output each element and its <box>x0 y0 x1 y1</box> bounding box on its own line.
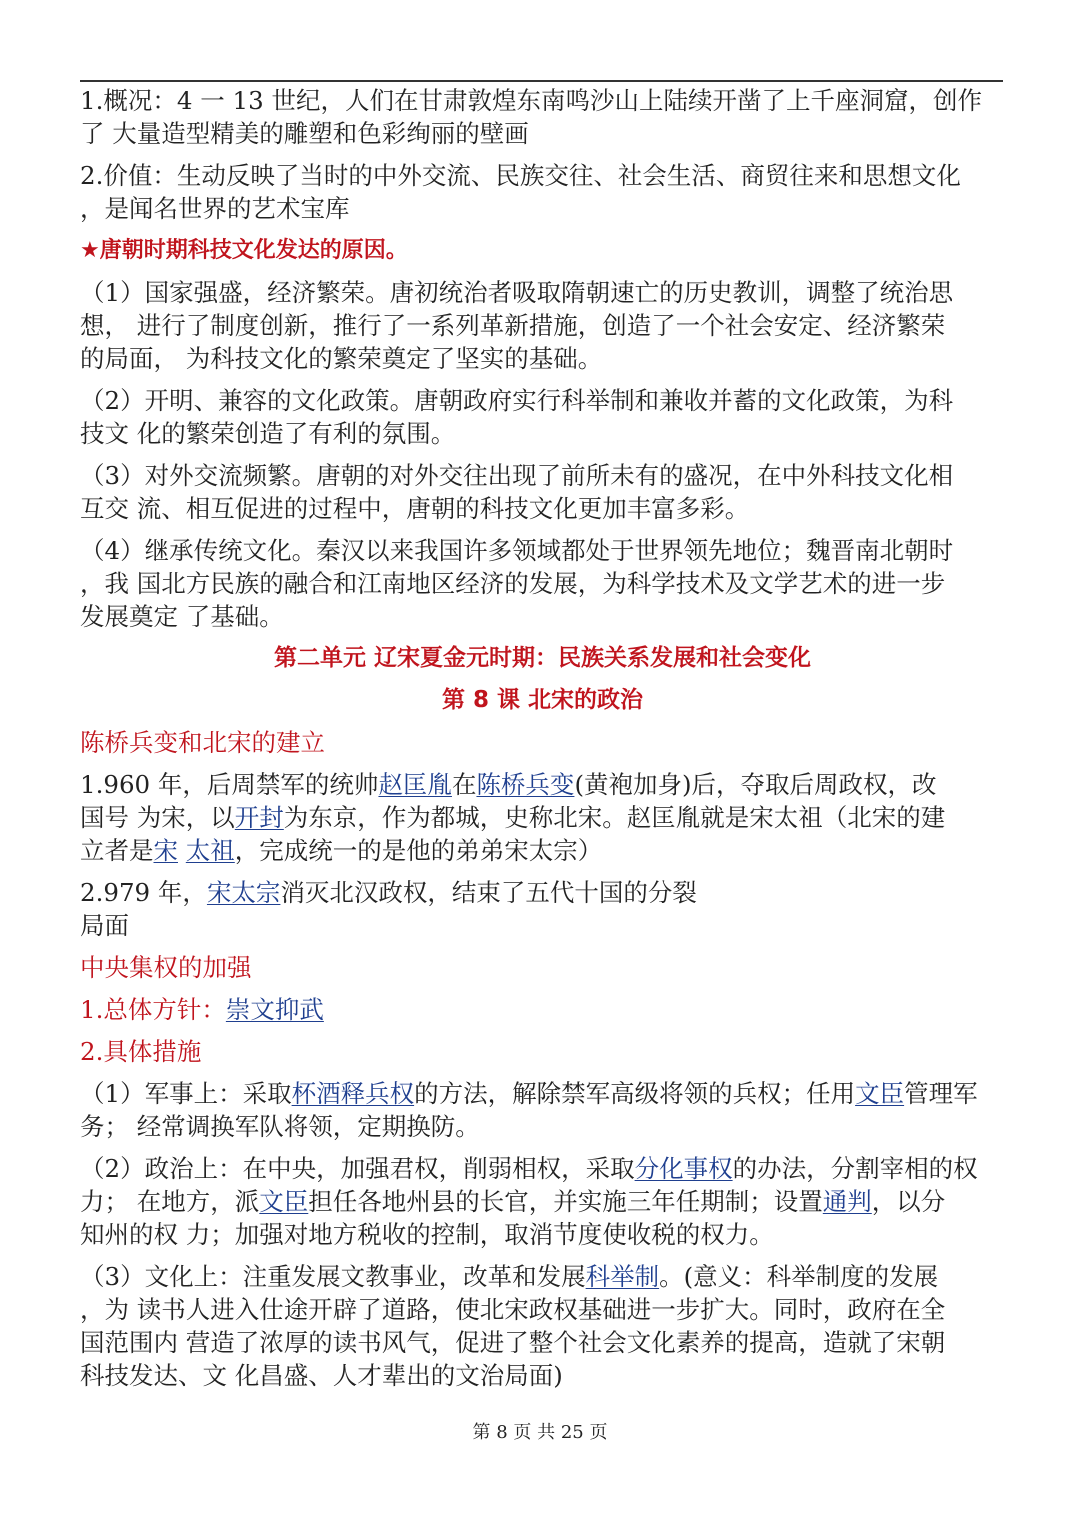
overview-line-1: 1.概况：4 一 13 世纪，人们在甘肃敦煌东南鸣沙山上陆续开凿了上千座洞窟，创作 <box>80 86 982 115</box>
page-number: 第 8 页 共 25 页 <box>472 1422 608 1443</box>
reason-2-line-1: （2）开明、兼容的文化政策。唐朝政府实行科举制和兼收并蓄的文化政策，为科 <box>80 386 954 415</box>
text-run: 的方法，解除禁军高级将领的兵权；任用 <box>414 1079 856 1108</box>
keyword-tongpan: 通判 <box>822 1187 872 1216</box>
lesson-title: 第 8 课 北宋的政治 <box>441 687 644 713</box>
text-run: （3）文化上：注重发展文教事业，改革和发展 <box>80 1262 586 1291</box>
chenqiao-p1-line-1 <box>80 768 1005 801</box>
measure-3-line-1 <box>80 1260 1005 1293</box>
chenqiao-p2-line-1 <box>80 876 1005 909</box>
text-run: （1）军事上：采取 <box>80 1079 292 1108</box>
chenqiao-p2-line-2: 局面 <box>80 911 129 940</box>
chenqiao-p1-line-3 <box>80 834 1005 867</box>
measure-3-line-3: 国范围内 营造了浓厚的读书风气，促进了整个社会文化素养的提高，造就了宋朝 <box>80 1328 946 1357</box>
text-run: 2.979 年， <box>80 878 207 907</box>
reason-4-line-2: ，我 国北方民族的融合和江南地区经济的发展，为科学技术及文学艺术的进一步 <box>80 569 946 598</box>
page-content <box>80 84 1005 1392</box>
measures-label: 2.具体措施 <box>80 1037 202 1066</box>
policy-label: 1.总体方针： <box>80 995 226 1024</box>
reason-1-line-1: （1）国家强盛，经济繁荣。唐初统治者吸取隋朝速亡的历史教训，调整了统治思 <box>80 278 954 307</box>
text-run: ，完成统一的是他的弟弟宋太宗） <box>234 836 603 865</box>
overall-policy <box>80 993 1005 1026</box>
keyword-keju: 科举制 <box>585 1262 660 1291</box>
text-run: 。(意义：科举制度的发展 <box>659 1262 939 1291</box>
reason-4-line-1: （4）继承传统文化。秦汉以来我国许多领域都处于世界领先地位；魏晋南北朝时 <box>80 536 954 565</box>
measure-2-line-1 <box>80 1152 1005 1185</box>
value-line-2: ，是闻名世界的艺术宝库 <box>80 194 350 223</box>
text-run: 立者是 <box>80 836 154 865</box>
text-run: （2）政治上：在中央，加强君权，削弱相权，采取 <box>80 1154 635 1183</box>
reason-4-line-3: 发展奠定 了基础。 <box>80 602 284 631</box>
unit-title: 第二单元 辽宋夏金元时期：民族关系发展和社会变化 <box>273 645 811 671</box>
keyword-kaifeng: 开封 <box>234 803 284 832</box>
measure-2-line-3: 知州的权 力；加强对地方税收的控制，取消节度使收税的权力。 <box>80 1220 774 1249</box>
keyword-zhao-kuangyin: 赵匡胤 <box>378 770 452 799</box>
keyword-song: 宋 <box>153 836 178 865</box>
keyword-fenhua: 分化事权 <box>634 1154 733 1183</box>
keyword-beijiu: 杯酒释兵权 <box>291 1079 415 1108</box>
text-run: 的办法，分割宰相的权 <box>732 1154 978 1183</box>
tang-reasons-heading: ★唐朝时期科技文化发达的原因。 <box>80 238 408 263</box>
text-run: 力； 在地方，派 <box>80 1187 260 1216</box>
chenqiao-p1-line-2 <box>80 801 1005 834</box>
reason-3-line-2: 互交 流、相互促进的过程中，唐朝的科技文化更加丰富多彩。 <box>80 494 750 523</box>
keyword-taizu: 太祖 <box>185 836 235 865</box>
keyword-wenchen: 文臣 <box>855 1079 905 1108</box>
header-rule <box>80 80 1003 82</box>
value-line-1: 2.价值：生动反映了当时的中外交流、民族交往、社会生活、商贸往来和思想文化 <box>80 161 961 190</box>
measure-3-line-2: ，为 读书人进入仕途开辟了道路，使北宋政权基础进一步扩大。同时，政府在全 <box>80 1295 946 1324</box>
reason-1-line-2: 想， 进行了制度创新，推行了一系列革新措施，创造了一个社会安定、经济繁荣 <box>80 311 946 340</box>
text-run: ，以分 <box>871 1187 946 1216</box>
text-run: 在 <box>451 770 477 799</box>
overview-line-2: 了 大量造型精美的雕塑和色彩绚丽的壁画 <box>80 119 529 148</box>
measure-1-line-2: 务； 经常调换军队将领，定期换防。 <box>80 1112 480 1141</box>
text-run: 管理军 <box>904 1079 978 1108</box>
text-run: 消灭北汉政权，结束了五代十国的分裂 <box>280 878 697 907</box>
text-run: 为东京，作为都城，史称北宋。赵匡胤就是宋太祖（北宋的建 <box>283 803 946 832</box>
chenqiao-heading: 陈桥兵变和北宋的建立 <box>80 728 325 757</box>
keyword-policy: 崇文抑武 <box>225 995 324 1024</box>
keyword-wenchen: 文臣 <box>259 1187 309 1216</box>
centralization-heading: 中央集权的加强 <box>80 953 252 982</box>
keyword-song-taizong: 宋太宗 <box>206 878 281 907</box>
measure-2-line-2 <box>80 1185 1005 1218</box>
text-run: 担任各地州县的长官，并实施三年任期制；设置 <box>308 1187 823 1216</box>
reason-2-line-2: 技文 化的繁荣创造了有利的氛围。 <box>80 419 456 448</box>
text-run: (黄袍加身)后，夺取后周政权，改 <box>574 770 937 799</box>
reason-1-line-3: 的局面， 为科技文化的繁荣奠定了坚实的基础。 <box>80 344 603 373</box>
measure-3-line-4: 科技发达、文 化昌盛、人才辈出的文治局面) <box>80 1361 563 1390</box>
reason-3-line-1: （3）对外交流频繁。唐朝的对外交往出现了前所未有的盛况，在中外科技文化相 <box>80 461 954 490</box>
measure-1-line-1 <box>80 1077 1005 1110</box>
keyword-chenqiao-mutiny: 陈桥兵变 <box>476 770 575 799</box>
text-run: 1.960 年，后周禁军的统帅 <box>80 770 379 799</box>
text-run: 国号 为宋，以 <box>80 803 235 832</box>
